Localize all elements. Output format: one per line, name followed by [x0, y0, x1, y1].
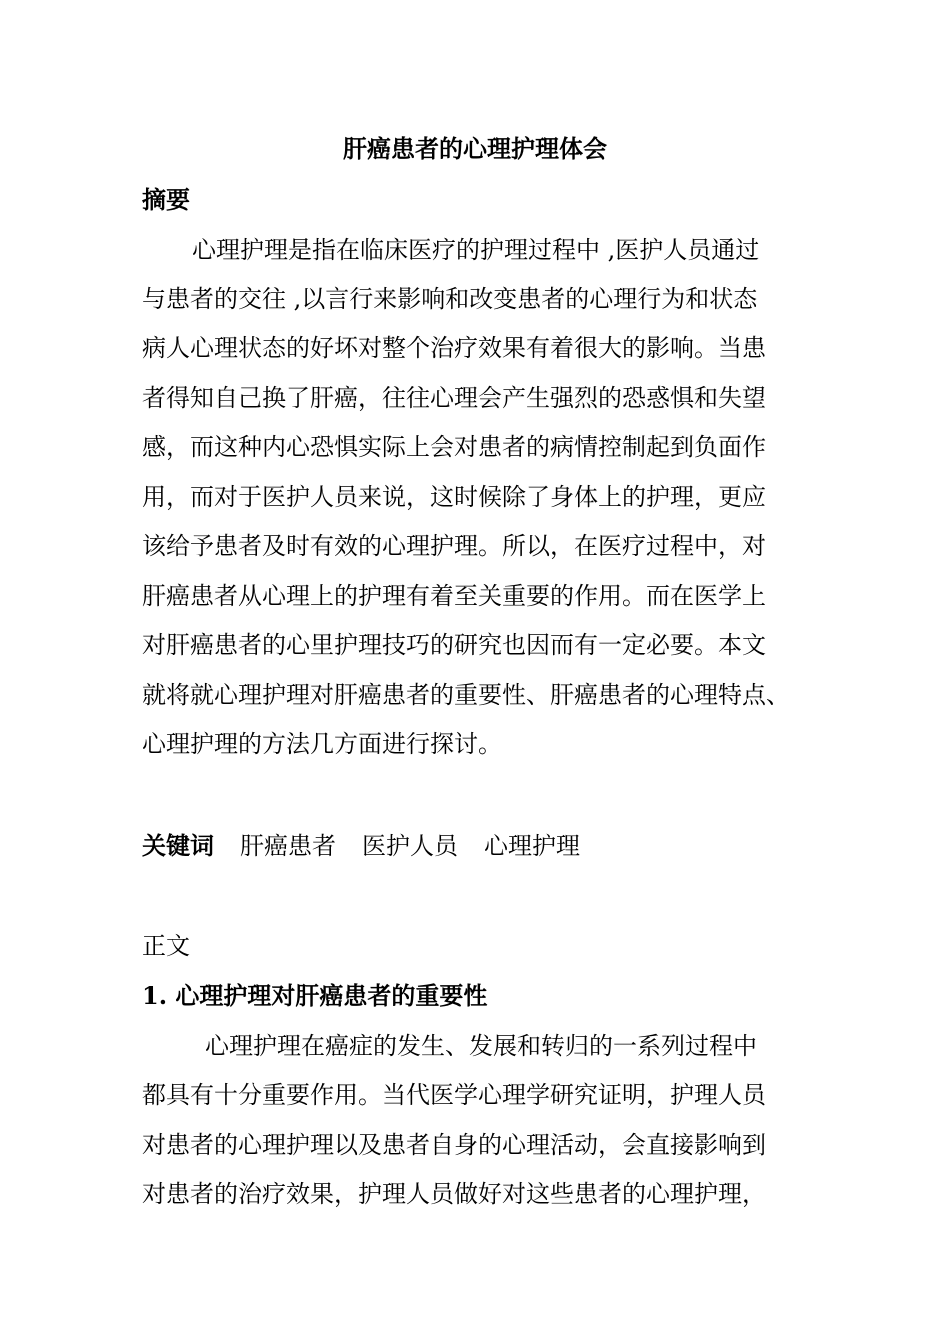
- abstract-line: 心理护理是指在临床医疗的护理过程中 ,医护人员通过: [192, 236, 760, 264]
- document-title: 肝癌患者的心理护理体会: [343, 134, 607, 163]
- keywords-label: 关键词: [142, 831, 214, 860]
- body-line: 对患者的心理护理以及患者自身的心理活动，会直接影响到: [142, 1131, 766, 1159]
- body-heading: 正文: [142, 932, 190, 960]
- abstract-line: 用，而对于医护人员来说，这时候除了身体上的护理，更应: [142, 483, 766, 511]
- abstract-line: 肝癌患者从心理上的护理有着至关重要的作用。而在医学上: [142, 582, 766, 610]
- keyword-item: 医护人员: [362, 832, 458, 860]
- abstract-line: 对肝癌患者的心里护理技巧的研究也因而有一定必要。本文: [142, 631, 766, 659]
- section-heading: 1. 心理护理对肝癌患者的重要性: [142, 981, 488, 1010]
- abstract-line: 与患者的交往 ,以言行来影响和改变患者的心理行为和状态: [142, 285, 758, 313]
- body-line: 心理护理在癌症的发生、发展和转归的一系列过程中: [205, 1032, 757, 1060]
- abstract-line: 心理护理的方法几方面进行探讨。: [142, 730, 502, 758]
- abstract-line: 该给予患者及时有效的心理护理。所以，在医疗过程中，对: [142, 532, 766, 560]
- keywords-row: [142, 829, 606, 863]
- keyword-item: 心理护理: [484, 832, 580, 860]
- abstract-line: 者得知自己换了肝癌，往往心理会产生强烈的恐惑惧和失望: [142, 384, 766, 412]
- abstract-line: 感，而这种内心恐惧实际上会对患者的病情控制起到负面作: [142, 433, 766, 461]
- body-line: 都具有十分重要作用。当代医学心理学研究证明，护理人员: [142, 1081, 766, 1109]
- keyword-item: 肝癌患者: [240, 832, 336, 860]
- body-line: 对患者的治疗效果，护理人员做好对这些患者的心理护理，: [142, 1180, 766, 1208]
- abstract-heading: 摘要: [142, 185, 190, 214]
- abstract-line: 就将就心理护理对肝癌患者的重要性、肝癌患者的心理特点、: [142, 681, 790, 709]
- abstract-line: 病人心理状态的好坏对整个治疗效果有着很大的影响。当患: [142, 334, 766, 362]
